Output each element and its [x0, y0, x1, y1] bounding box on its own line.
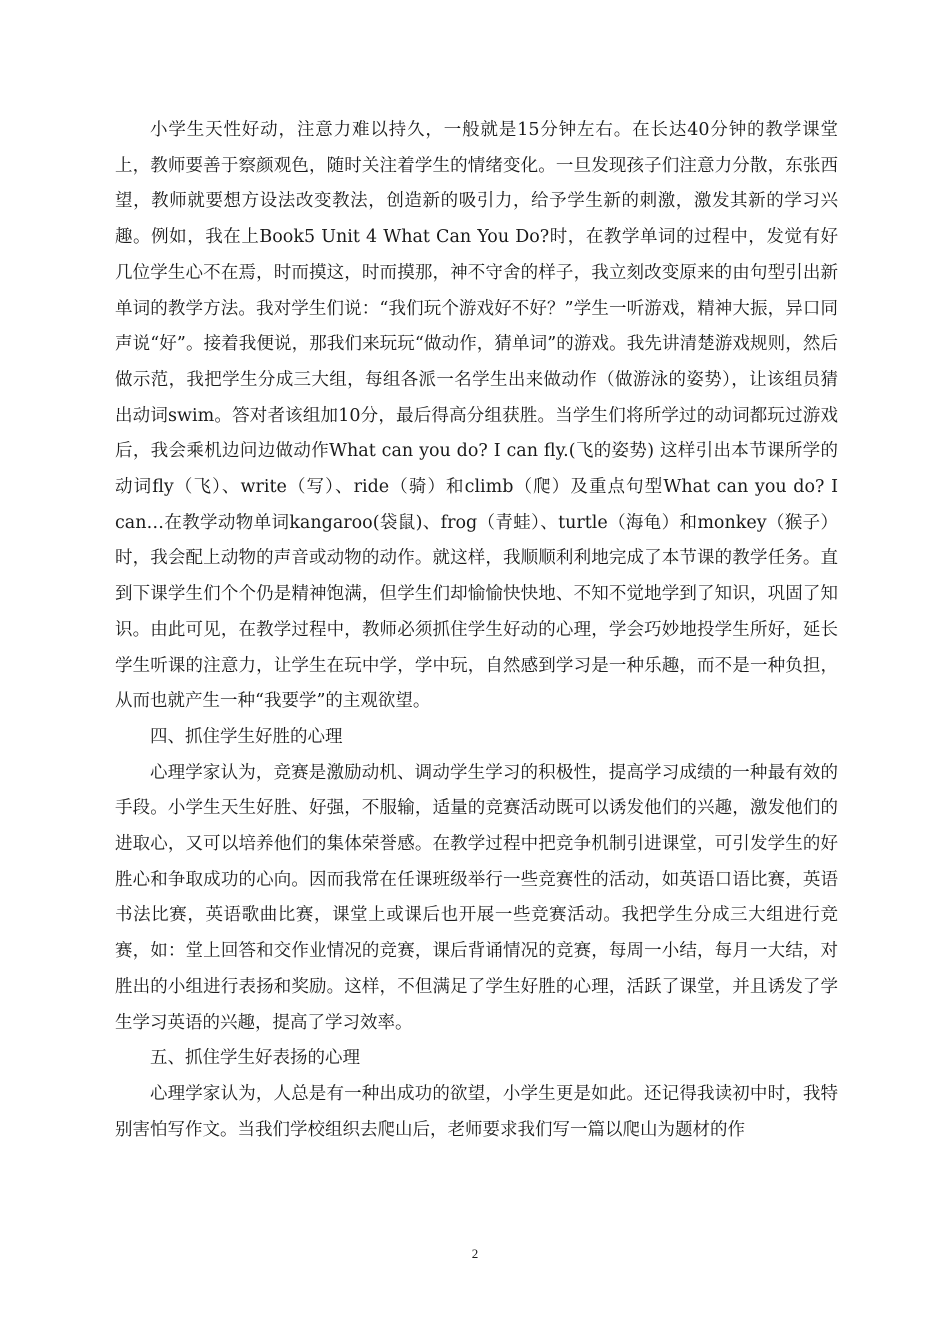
- body-paragraph: 心理学家认为，竞赛是激励动机、调动学生学习的积极性，提高学习成绩的一种最有效的手段。小学生天生好胜、好强，不服输，适量的竞赛活动既可以诱发他们的兴趣，激发他们的进取心，又可以培养他们的集体荣誉感。在教学过程中把竞争机制引进课堂，可引发学生的好胜心和争取成功的心向。因而我常在任课班级举行一些竞赛性的活动，如英语口语比赛，英语书法比赛，英语歌曲比赛，课堂上或课后也开展一些竞赛活动。我把学生分成三大组进行竞赛，如：堂上回答和交作业情况的竞赛，课后背诵情况的竞赛，每周一小结，每月一大结，对胜出的小组进行表扬和奖励。这样，不但满足了学生好胜的心理，活跃了课堂，并且诱发了学生学习英语的兴趣，提高了学习效率。: [115, 762, 838, 1033]
- section-heading: 四、抓住学生好胜的心理: [150, 726, 343, 747]
- body-paragraph: 心理学家认为，人总是有一种出成功的欲望，小学生更是如此。还记得我读初中时，我特别害怕写作文。当我们学校组织去爬山后，老师要求我们写一篇以爬山为题材的作: [115, 1083, 838, 1140]
- document-body: [115, 113, 838, 1148]
- section-heading: 五、抓住学生好表扬的心理: [150, 1048, 360, 1069]
- body-paragraph: 小学生天性好动，注意力难以持久，一般就是15分钟左右。在长达40分钟的教学课堂上，教师要善于察颜观色，随时关注着学生的情绪变化。一旦发现孩子们注意力分散，东张西望，教师就要想方设法改变教法，创造新的吸引力，给予学生新的刺激，激发其新的学习兴趣。例如，我在上Book5 Unit 4 What Can You Do?时，在教学单词的过程中，发觉有好几位学生心不在焉，时而摸这，时而摸那，神不守舍的样子，我立刻改变原来的由句型引出新单词的教学方法。我对学生们说：“我们玩个游戏好不好？”学生一听游戏，精神大振，异口同声说“好”。接着我便说，那我们来玩玩“做动作，猜单词”的游戏。我先讲清楚游戏规则，然后做示范，我把学生分成三大组，每组各派一名学生出来做动作（做游泳的姿势），让该组员猜出动词swim。答对者该组加10分，最后得高分组获胜。当学生们将所学过的动词都玩过游戏后，我会乘机边问边做动作What can you do? I can fly.(飞的姿势) 这样引出本节课所学的动词fly（飞）、write（写）、ride（骑）和climb（爬）及重点句型What can you do? I can…在教学动物单词kangaroo(袋鼠)、frog（青蛙）、turtle（海龟）和monkey（猴子）时，我会配上动物的声音或动物的动作。就这样，我顺顺利利地完成了本节课的教学任务。直到下课学生们个个仍是精神饱满，但学生们却愉愉快快地、不知不觉地学到了知识，巩固了知识。由此可见，在教学过程中，教师必须抓住学生好动的心理，学会巧妙地投学生所好，延长学生听课的注意力，让学生在玩中学，学中玩，自然感到学习是一种乐趣，而不是一种负担，从而也就产生一种“我要学”的主观欲望。: [115, 120, 838, 712]
- page-number: 2: [471, 1246, 479, 1261]
